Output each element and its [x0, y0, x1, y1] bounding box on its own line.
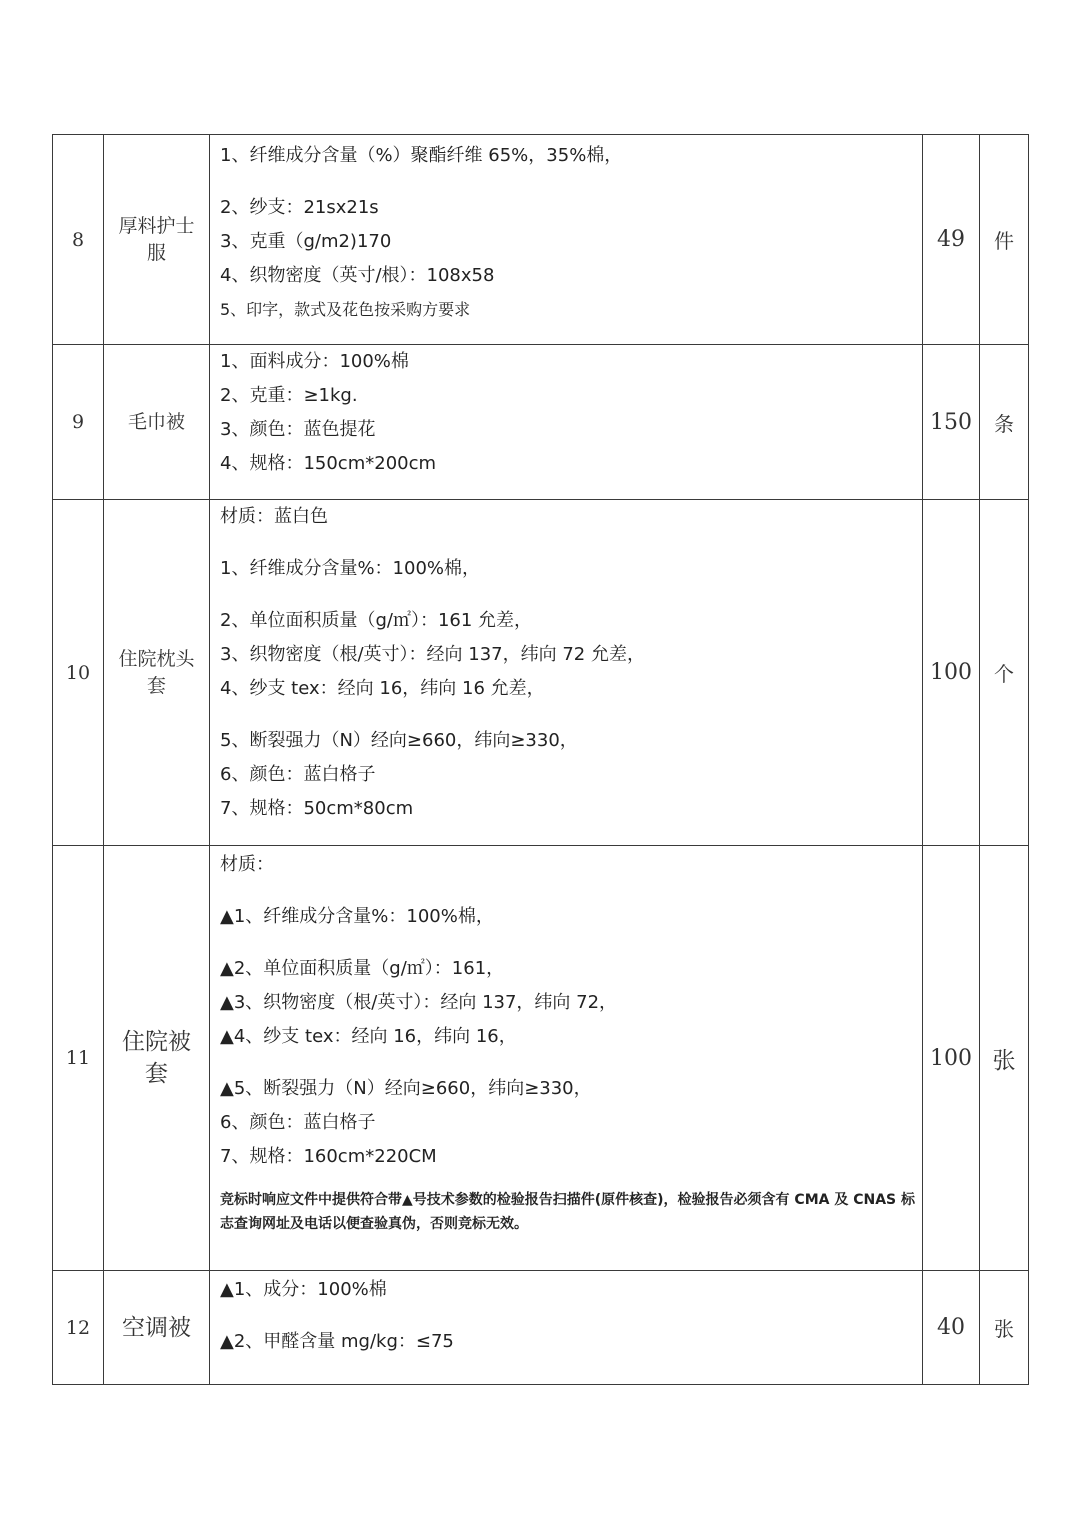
table-row [53, 135, 1029, 345]
spec-line: 6、颜色：蓝白格子 [220, 1112, 376, 1133]
spec-line: 5、断裂强力（N）经向≥660，纬向≥330， [220, 730, 578, 751]
spec-cell [210, 1271, 923, 1385]
spec-line: 1、纤维成分含量%：100%棉， [220, 558, 481, 579]
item-name: 毛巾被 [104, 345, 210, 500]
spec-line: ▲2、单位面积质量（g/㎡）：161， [220, 958, 505, 979]
quantity: 40 [923, 1271, 980, 1385]
table-row [53, 345, 1029, 500]
row-number: 12 [53, 1271, 104, 1385]
spec-line: 2、克重：≥1kg. [220, 385, 358, 406]
table-row [53, 846, 1029, 1271]
spec-line: 1、面料成分：100%棉 [220, 351, 409, 372]
item-name: 空调被 [104, 1271, 210, 1385]
spec-line: ▲5、断裂强力（N）经向≥660，纬向≥330， [220, 1078, 592, 1099]
spec-line: 4、规格：150cm*200cm [220, 453, 437, 474]
spec-line: ▲3、织物密度（根/英寸）：经向 137，纬向 72， [220, 992, 618, 1013]
unit: 个 [980, 500, 1029, 846]
spec-line: 1、纤维成分含量（%）聚酯纤维 65%，35%棉， [220, 145, 623, 166]
spec-line: 3、颜色：蓝色提花 [220, 419, 376, 440]
spec-line: 6、颜色：蓝白格子 [220, 764, 376, 785]
bid-requirement-note: 竞标时响应文件中提供符合带▲号技术参数的检验报告扫描件(原件核查)，检验报告必须含有 CMA 及 CNAS 标志查询网址及电话以便查验真伪，否则竞标无效。 [220, 1192, 916, 1232]
spec-cell [210, 345, 923, 500]
spec-line: 2、纱支：21sx21s [220, 197, 379, 218]
spec-line: 3、织物密度（根/英寸）：经向 137，纬向 72 允差， [220, 644, 645, 665]
unit: 张 [980, 846, 1029, 1271]
specification-table [52, 134, 1029, 1385]
row-number: 9 [53, 345, 104, 500]
quantity: 100 [923, 846, 980, 1271]
row-number: 11 [53, 846, 104, 1271]
spec-line: 3、克重（g/m2)170 [220, 231, 392, 252]
spec-line: 材质： [220, 854, 274, 875]
quantity: 49 [923, 135, 980, 345]
spec-line: 2、单位面积质量（g/㎡）：161 允差， [220, 610, 533, 631]
item-name: 住院枕头套 [104, 500, 210, 846]
spec-line: 4、纱支 tex：经向 16，纬向 16 允差， [220, 678, 545, 699]
spec-line: ▲2、甲醛含量 mg/kg：≤75 [220, 1331, 454, 1352]
unit: 件 [980, 135, 1029, 345]
spec-line: 7、规格：50cm*80cm [220, 798, 414, 819]
spec-line: ▲1、成分：100%棉 [220, 1279, 387, 1300]
unit: 条 [980, 345, 1029, 500]
quantity: 100 [923, 500, 980, 846]
quantity: 150 [923, 345, 980, 500]
spec-cell [210, 500, 923, 846]
spec-cell [210, 846, 923, 1271]
row-number: 10 [53, 500, 104, 846]
spec-line: 材质：蓝白色 [220, 506, 328, 527]
spec-line: ▲1、纤维成分含量%：100%棉， [220, 906, 494, 927]
spec-line: 4、织物密度（英寸/根）：108x58 [220, 265, 495, 286]
unit: 张 [980, 1271, 1029, 1385]
table-row [53, 500, 1029, 846]
spec-line: 7、规格：160cm*220CM [220, 1146, 437, 1167]
table-row [53, 1271, 1029, 1385]
row-number: 8 [53, 135, 104, 345]
spec-cell [210, 135, 923, 345]
item-name: 厚料护士服 [104, 135, 210, 345]
spec-line: ▲4、纱支 tex：经向 16，纬向 16， [220, 1026, 517, 1047]
item-name: 住院被套 [104, 846, 210, 1271]
spec-line: 5、印字，款式及花色按采购方要求 [220, 300, 471, 319]
